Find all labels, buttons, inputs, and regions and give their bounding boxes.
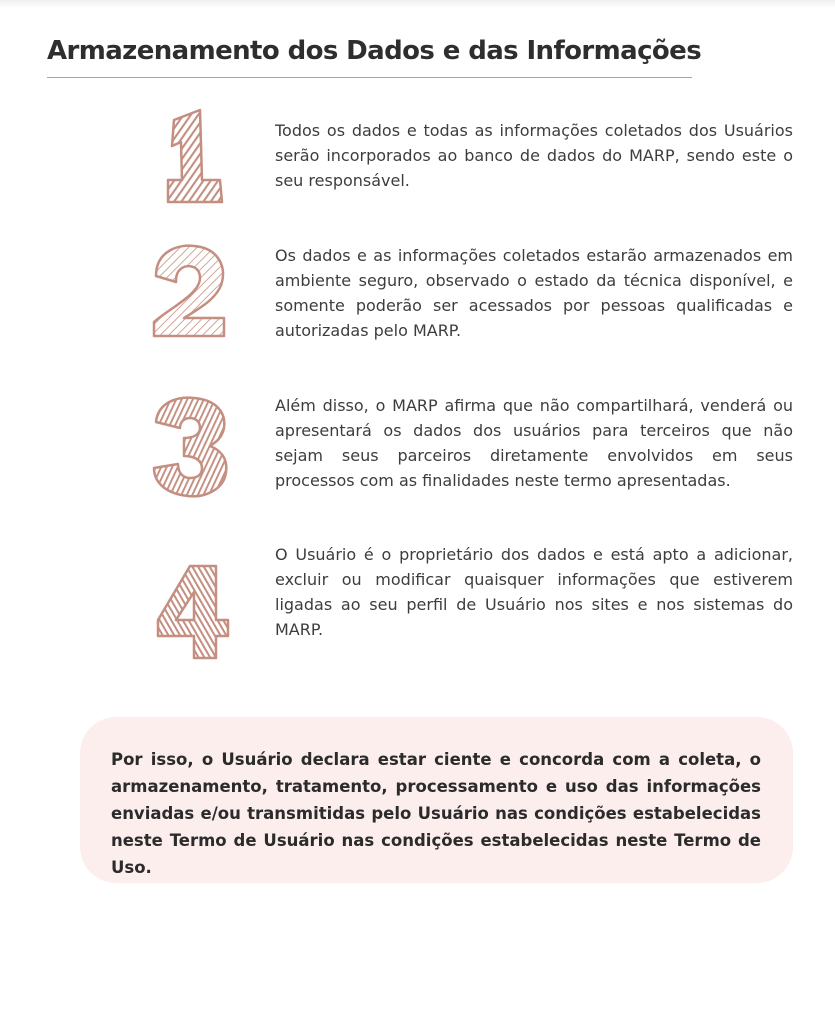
hand-drawn-number-three-icon [140, 392, 240, 502]
hand-drawn-number-two-icon [140, 236, 240, 346]
item-text-1: Todos os dados e todas as informações coletados dos Usuários serão incorporados ao banco de dados do MARP, sendo este o seu responsável. [275, 121, 793, 190]
callout-text: Por isso, o Usuário declara estar ciente e concorda com a coleta, o armazenamento, tratamento, processamento e uso das informações enviadas e/ou transmitidas pelo Usuário nas condições estabelecidas neste Termo de Usuário nas condições estabelecidas neste Termo de Uso. [111, 750, 761, 877]
item-text-3: Além disso, o MARP afirma que não compartilhará, venderá ou apresentará os dados dos usuários para terceiros que não sejam seus parceiros diretamente envolvidos em seus processos com as finalidades neste termo apresentadas. [275, 396, 793, 490]
item-text-4: O Usuário é o proprietário dos dados e está apto a adicionar, excluir ou modificar quaisquer informações que estiverem ligadas ao seu perfil de Usuário nos sites e nos sistemas do MARP. [275, 545, 793, 639]
declaration-callout [80, 717, 793, 883]
item-text-2: Os dados e as informações coletados estarão armazenados em ambiente seguro, observado o estado da técnica disponível, e somente poderão ser acessados por pessoas qualificadas e autorizadas pelo MARP. [275, 246, 793, 340]
hand-drawn-number-one-icon [140, 102, 240, 212]
page-top-shadow [0, 0, 835, 8]
hand-drawn-number-four-icon [140, 558, 240, 668]
page-title: Armazenamento dos Dados e das Informações [47, 36, 702, 66]
title-underline [47, 77, 692, 78]
